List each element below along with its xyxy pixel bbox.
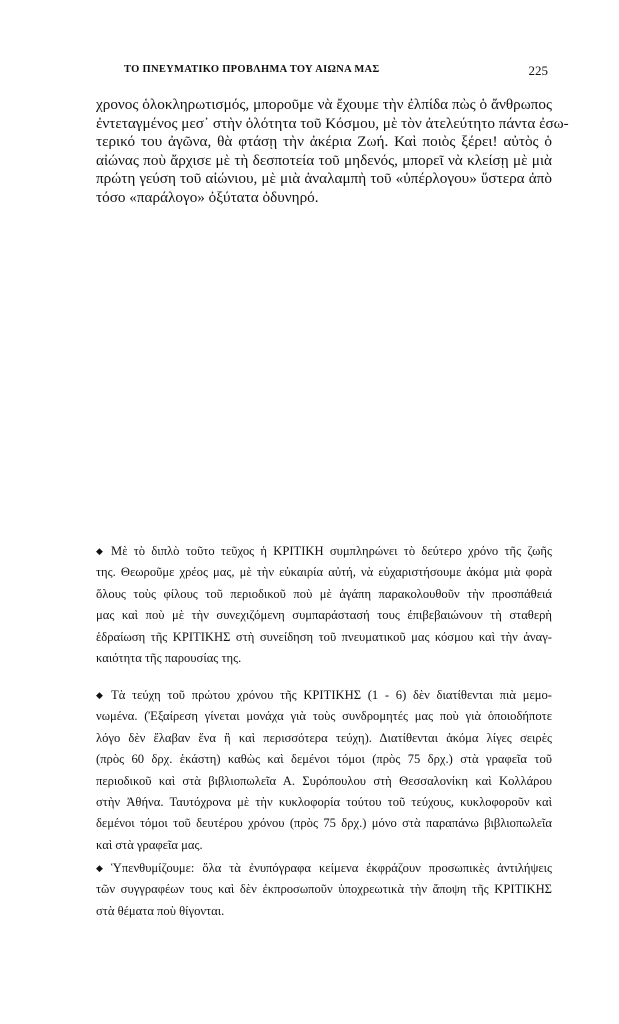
notice-line: της. Θεωροῦμε χρέος μας, μὲ τὴν εὐκαιρία αὐτή, νὰ εὐχαριστήσουμε ἀκόμα μιὰ φορὰ — [96, 565, 552, 580]
notice-line: τῶν συγγραφέων τους καὶ δὲν ἐκπροσωποῦν ὑποχρεωτικὰ τὴν ἄποψη τῆς ΚΡΙΤΙΚΗΣ — [96, 882, 552, 897]
notice-line: ◆ Μὲ τὸ διπλὸ τοῦτο τεῦχος ἡ ΚΡΙΤΙΚΗ συμπληρώνει τὸ δεύτερο χρόνο τῆς ζωῆς — [96, 541, 552, 562]
notice-back-issues — [96, 685, 552, 856]
notice-line: δεμένοι τόμοι τοῦ δευτέρου χρόνου (πρὸς 75 δρχ.) μόνο στὰ παραπάνω βιβλιοπωλεῖα — [96, 816, 552, 831]
notice-line: στὰ θέματα ποὺ θίγονται. — [96, 903, 225, 918]
notice-line: (πρὸς 60 δρχ. ἑκάστη) καθὼς καὶ δεμένοι τόμοι (πρὸς 75 δρχ.) στὰ γραφεῖα τοῦ — [96, 752, 552, 767]
notice-line: καιότητα τῆς παρουσίας της. — [96, 650, 242, 665]
notice-line: λόγο δὲν ἔλαβαν ἕνα ἢ καὶ περισσότερα τεύχη). Διατίθενται ἀκόμα λίγες σειρὲς — [96, 730, 552, 745]
text-line: τόσο «παράλογο» ὀξύτατα ὀδυνηρό. — [96, 188, 319, 206]
running-header — [96, 64, 548, 80]
notice-line: ◆ Τὰ τεύχη τοῦ πρώτου χρόνου τῆς ΚΡΙΤΙΚΗΣ (1 - 6) δὲν διατίθενται πιὰ μεμο- — [96, 685, 552, 706]
running-title: ΤΟ ΠΝΕΥΜΑΤΙΚΟ ΠΡΟΒΛΗΜΑ ΤΟΥ ΑΙΩΝΑ ΜΑΣ — [124, 64, 380, 75]
notice-line: καὶ στὰ γραφεῖα μας. — [96, 837, 203, 852]
text-line: αἰώνας ποὺ ἄρχισε μὲ τὴ δεσποτεία τοῦ μηδενός, μπορεῖ νὰ κλείσῃ μὲ μιὰ — [96, 151, 552, 169]
notice-line: ◆ Ὑπενθυμίζουμε: ὅλα τὰ ἐνυπόγραφα κείμενα ἐκφράζουν προσωπικὲς ἀντιλήψεις — [96, 858, 552, 879]
diamond-bullet-icon: ◆ — [96, 546, 103, 556]
diamond-bullet-icon: ◆ — [96, 690, 103, 700]
text-line: τερικό του ἀγῶνα, θὰ φτάσῃ τὴν ἀκέρια Ζωή. Καὶ ποιὸς ξέρει! αὐτὸς ὁ — [96, 133, 552, 151]
notice-disclaimer — [96, 858, 552, 922]
notice-second-year — [96, 541, 552, 669]
notice-line: περιοδικοῦ καὶ στὰ βιβλιοπωλεῖα Α. Συρόπουλου στὴ Θεσσαλονίκη καὶ Κολλάρου — [96, 773, 552, 788]
notice-line: στὴν Ἀθήνα. Ταυτόχρονα μὲ τὴν κυκλοφορία τούτου τοῦ τεύχους, κυκλοφοροῦν καὶ — [96, 794, 552, 809]
text-line: ἐντεταγμένος μεσ᾽ στὴν ὁλότητα τοῦ Κόσμου, μὲ τὸν ἀτελεύτητο πάντα ἐσω- — [96, 114, 569, 132]
essay-closing-paragraph — [96, 96, 569, 208]
text-line: χρονος ὁλοκληρωτισμός, μποροῦμε νὰ ἔχουμε τὴν ἐλπίδα πὼς ὁ ἄνθρωπος — [96, 96, 552, 113]
notice-line: ἑδραίωση τῆς ΚΡΙΤΙΚΗΣ στὴ συνείδηση τοῦ πνευματικοῦ μας κόσμου καὶ τὴν ἀναγ- — [96, 629, 552, 644]
text-line: πρώτη γεύση τοῦ αἰώνιου, μὲ μιὰ ἀναλαμπὴ τοῦ «ὑπέρλογου» ὕστερα ἀπὸ — [96, 170, 552, 188]
notice-line: μας καὶ ποὺ μὲ τὴν συνεχιζόμενη συμπαράστασή τους ἐπιβεβαιώνουν τὴ σταθερὴ — [96, 608, 552, 623]
notice-line: νωμένα. (Ἐξαίρεση γίνεται μονάχα γιὰ τοὺς συνδρομητές μας ποὺ γιὰ ὁποιοδήποτε — [96, 709, 552, 724]
page-number: 225 — [528, 63, 548, 78]
notice-line: ὅλους τοὺς φίλους τοῦ περιοδικοῦ ποὺ μὲ ἀγάπη παρακολουθοῦν τὴν προσπάθειά — [96, 586, 552, 601]
diamond-bullet-icon: ◆ — [96, 863, 103, 873]
